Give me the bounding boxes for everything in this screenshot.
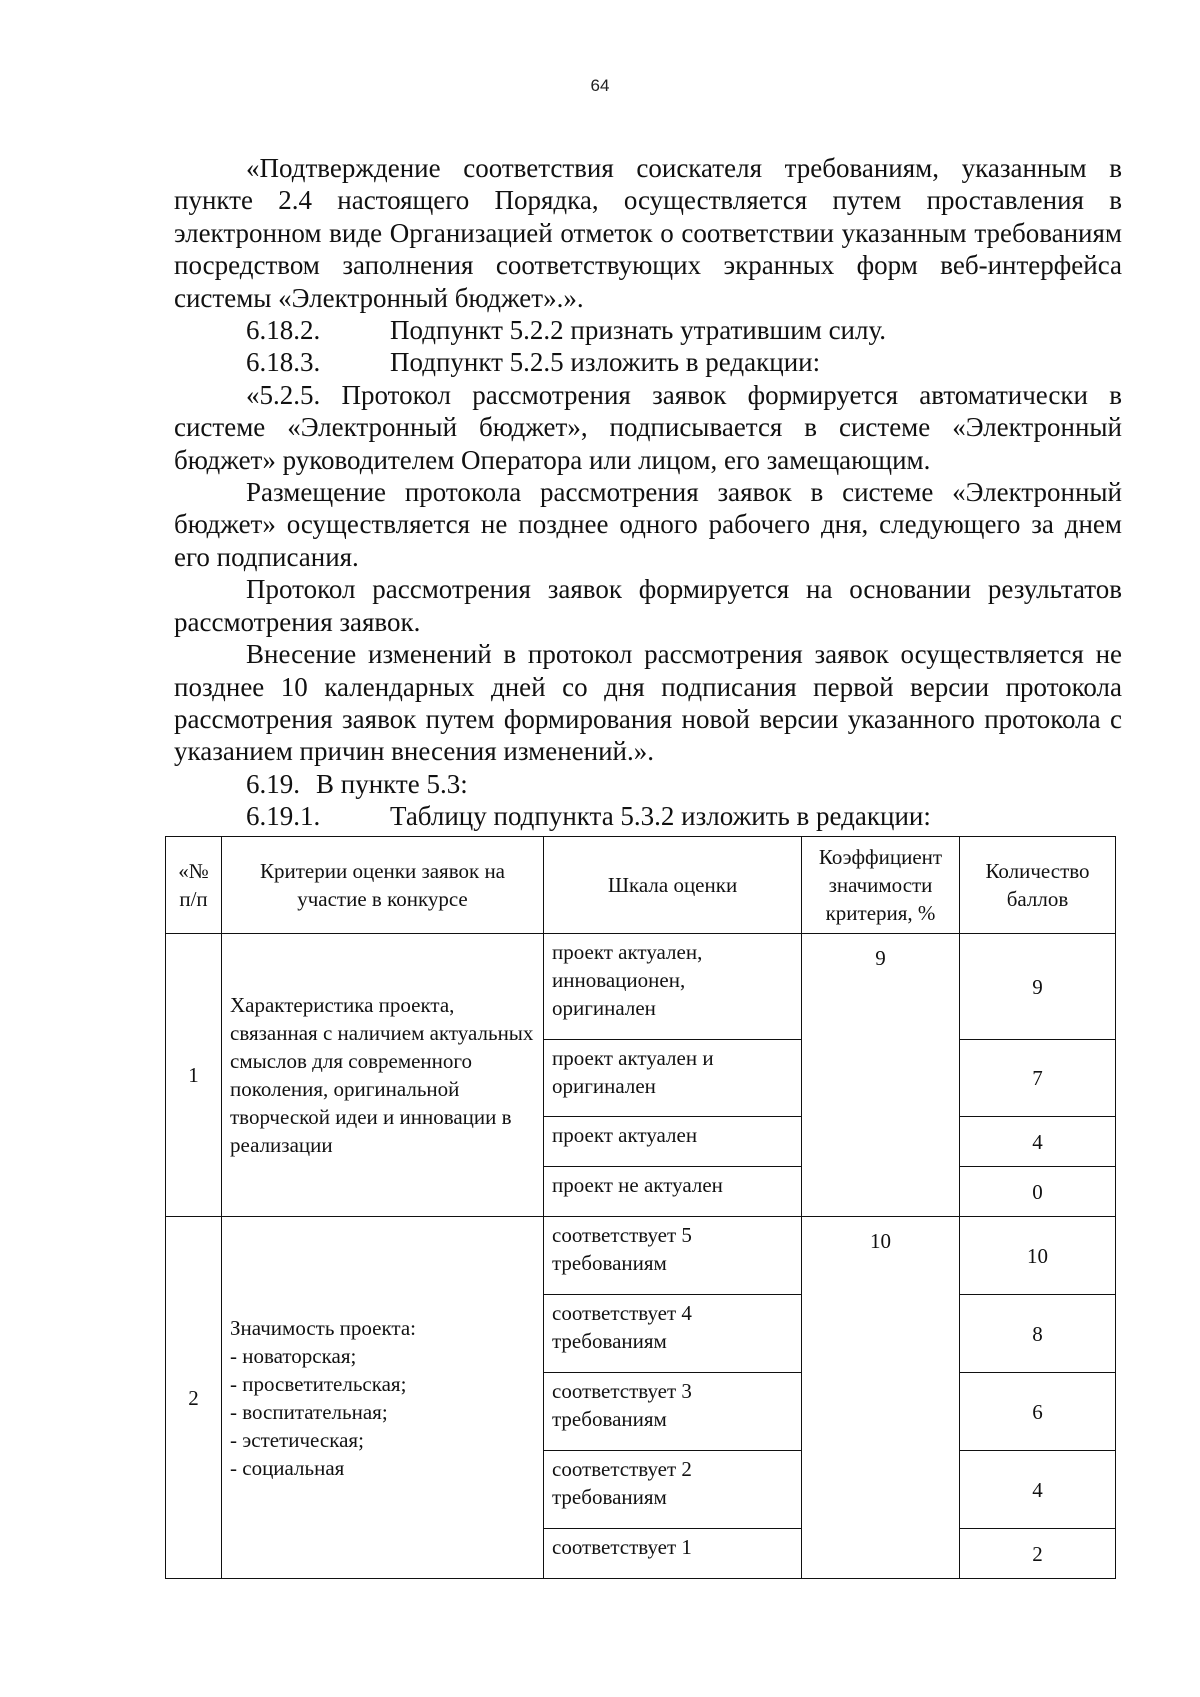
header-criteria: Критерии оценки заявок на участие в конкурсе — [222, 837, 544, 934]
paragraph-5-2-5: «5.2.5. Протокол рассмотрения заявок формируется автоматически в системе «Электронный бюджет», подписывается в системе «Электронный бюджет» руководителем Оператора или лицом, его замещающим. — [174, 379, 1122, 475]
points-cell: 10 — [960, 1217, 1116, 1295]
header-coefficient: Коэффициент значимости критерия, % — [802, 837, 960, 934]
criterion-item: - эстетическая; — [230, 1427, 364, 1452]
clause-text: Подпункт 5.2.2 признать утратившим силу. — [390, 315, 887, 346]
scale-cell: соответствует 1 — [544, 1529, 802, 1579]
points-cell: 4 — [960, 1451, 1116, 1529]
page-number: 64 — [590, 76, 610, 95]
coefficient-cell: 10 — [802, 1217, 960, 1579]
points-cell: 0 — [960, 1167, 1116, 1217]
clause-text: Таблицу подпункта 5.3.2 изложить в редакции: — [390, 801, 931, 832]
table-header-row — [166, 837, 1116, 934]
clause-number: 6.18.3. — [246, 347, 321, 378]
paragraph-6-19 — [174, 768, 1122, 800]
scale-cell: соответствует 5 требованиям — [544, 1217, 802, 1295]
header-num: «№ п/п — [166, 837, 222, 934]
points-cell: 4 — [960, 1117, 1116, 1167]
criterion-item: - социальная — [230, 1455, 345, 1480]
criterion-item: - новаторская; — [230, 1343, 357, 1368]
scale-cell: проект актуален, инновационен, оригинален — [544, 934, 802, 1040]
paragraph-placement: Размещение протокола рассмотрения заявок в системе «Электронный бюджет» осуществляется не позднее одного рабочего дня, следующего за днем его подписания. — [174, 477, 1122, 572]
criteria-table — [165, 836, 1116, 1579]
document-body — [174, 152, 1122, 833]
scale-cell: проект не актуален — [544, 1167, 802, 1217]
scale-cell: соответствует 4 требованиям — [544, 1295, 802, 1373]
row-number: 2 — [166, 1217, 222, 1579]
points-cell: 7 — [960, 1040, 1116, 1117]
clause-number: 6.19. — [246, 768, 300, 799]
scale-cell: проект актуален и оригинален — [544, 1040, 802, 1117]
criterion-item: - воспитательная; — [230, 1399, 388, 1424]
clause-number: 6.19.1. — [246, 801, 321, 832]
header-scale: Шкала оценки — [544, 837, 802, 934]
paragraph-6-19-1 — [174, 800, 1122, 832]
points-cell: 6 — [960, 1373, 1116, 1451]
row-number: 1 — [166, 934, 222, 1217]
coefficient-cell: 9 — [802, 934, 960, 1217]
table-row — [166, 934, 1116, 1040]
scale-cell: соответствует 2 требованиям — [544, 1451, 802, 1529]
criterion-text: Характеристика проекта, связанная с наличием актуальных смыслов для современного поколения, оригинальной творческой идеи и инновации в реализации — [222, 934, 544, 1217]
paragraph-6-18-2 — [174, 314, 1122, 346]
scale-cell: соответствует 3 требованиям — [544, 1373, 802, 1451]
points-cell: 8 — [960, 1295, 1116, 1373]
paragraph-protocol-basis: Протокол рассмотрения заявок формируется на основании результатов рассмотрения заявок. — [174, 574, 1122, 637]
table-row — [166, 1217, 1116, 1295]
clause-text: Подпункт 5.2.5 изложить в редакции: — [390, 347, 821, 378]
criterion-text — [222, 1217, 544, 1579]
header-points: Количество баллов — [960, 837, 1116, 934]
clause-number: 6.18.2. — [246, 315, 321, 346]
points-cell: 9 — [960, 934, 1116, 1040]
paragraph-amendments: Внесение изменений в протокол рассмотрения заявок осуществляется не позднее 10 календарных дней со дня подписания первой версии протокола рассмотрения заявок путем формирования новой версии указанного протокола с указанием причин внесения изменений.». — [174, 639, 1122, 767]
criterion-title: Значимость проекта: — [230, 1315, 417, 1340]
criterion-item: - просветительская; — [230, 1371, 407, 1396]
paragraph-6-18-3 — [174, 346, 1122, 378]
points-cell: 2 — [960, 1529, 1116, 1579]
paragraph-confirmation: «Подтверждение соответствия соискателя требованиям, указанным в пункте 2.4 настоящего Порядка, осуществляется путем проставления в электронном виде Организацией отметок о соответствии указанным требованиям посредством заполнения соответствующих экранных форм веб-интерфейса системы «Электронный бюджет».». — [174, 153, 1122, 313]
scale-cell: проект актуален — [544, 1117, 802, 1167]
clause-text: В пункте 5.3: — [316, 768, 468, 799]
